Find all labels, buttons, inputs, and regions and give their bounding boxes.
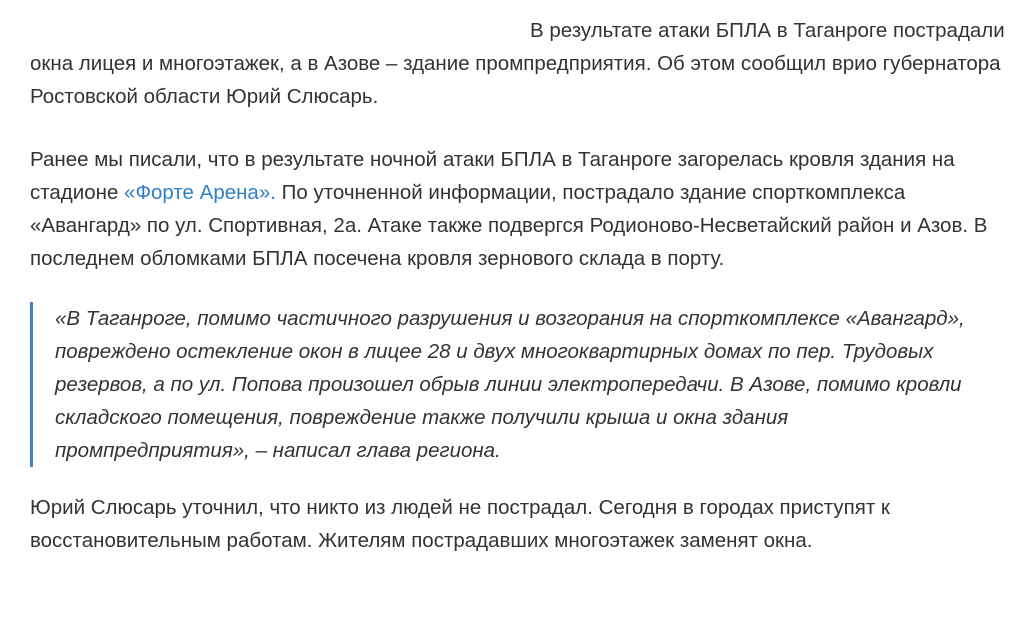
paragraph-earlier-report [30, 143, 1005, 275]
paragraph-intro: В результате атаки БПЛА в Таганроге пострадали окна лицея и многоэтажек, а в Азове – здание промпредприятия. Об этом сообщил врио губернатора Ростовской области Юрий Слюсарь. [30, 19, 1005, 108]
quote-text: «В Таганроге, помимо частичного разрушения и возгорания на спорткомплексе «Авангард», повреждено остекление окон в лицее 28 и двух многоквартирных домах по пер. Трудовых резервов, а по ул. Попова произошел обрыв линии электропередачи. В Азове, помимо кровли складского помещения, повреждение также получили крыша и окна здания промпредприятия», – написал глава региона. [55, 307, 965, 462]
governor-quote [30, 302, 965, 467]
paragraph-conclusion: Юрий Слюсарь уточнил, что никто из людей не пострадал. Сегодня в городах приступят к восстановительным работам. Жителям пострадавших многоэтажек заменят окна. [30, 496, 890, 552]
article-body [30, 14, 1005, 557]
paragraph-text-after-link: По уточненной информации, пострадало здание спорткомплекса «Авангард» по ул. Спортивная, 2а. Атаке также подвергся Родионово-Несветайский район и Азов. В последнем обломками БПЛА посечена кровля зернового склада в порту. [30, 181, 988, 270]
forte-arena-link[interactable]: «Форте Арена». [124, 181, 276, 204]
paragraph-text-before-link: Ранее мы писали, что в результате ночной атаки БПЛА в Таганроге загорелась кровля здания на стадионе [30, 148, 955, 204]
